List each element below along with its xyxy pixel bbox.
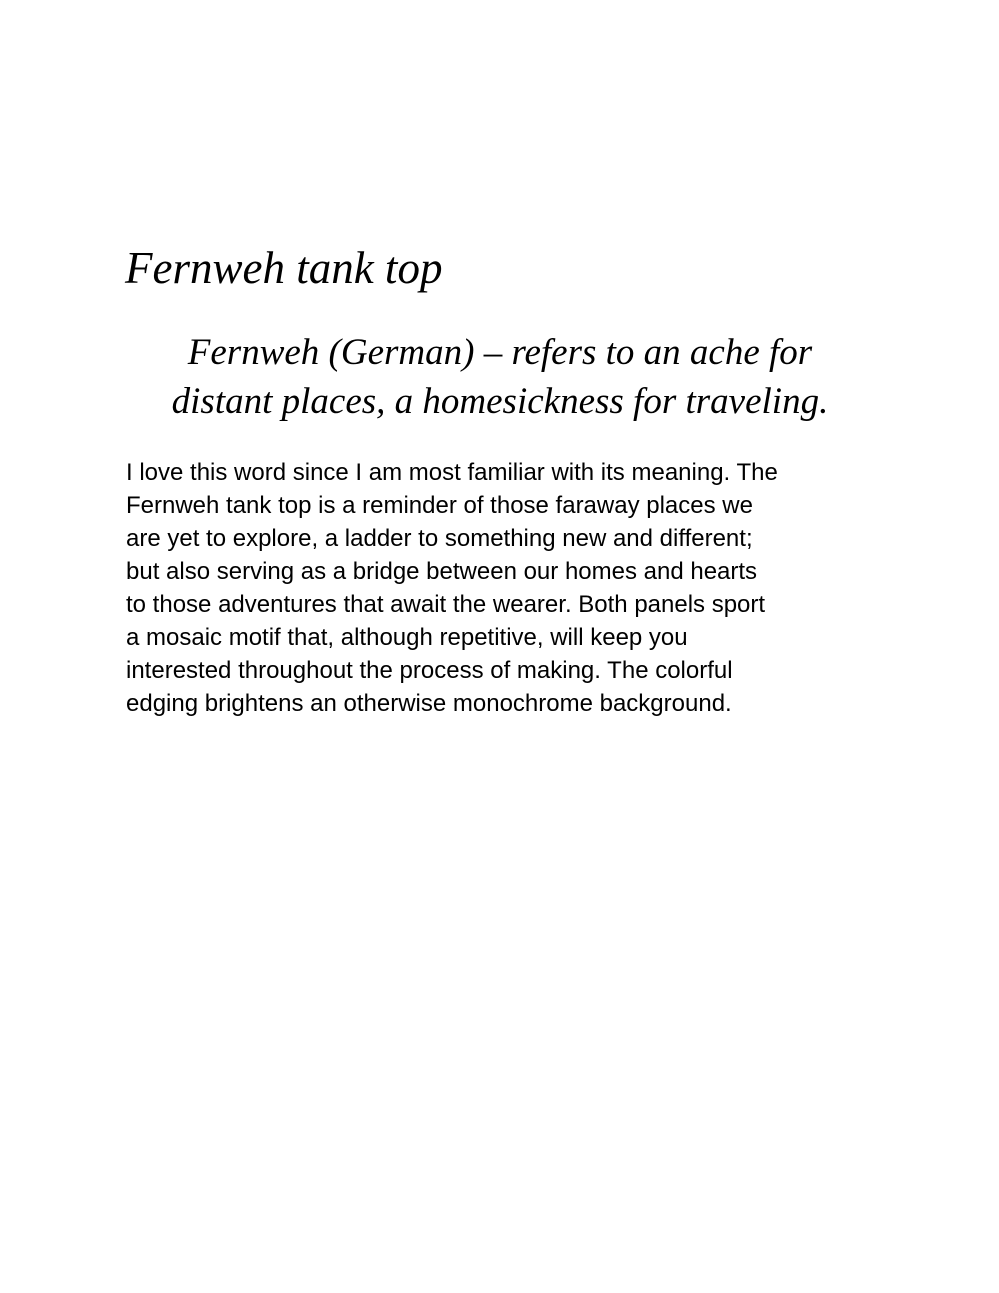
description-paragraph bbox=[126, 456, 886, 720]
paragraph-line: a mosaic motif that, although repetitive, will keep you bbox=[126, 624, 688, 651]
definition-subtitle bbox=[110, 328, 890, 426]
paragraph-line: Fernweh tank top is a reminder of those faraway places we bbox=[126, 492, 753, 519]
paragraph-line: are yet to explore, a ladder to something new and different; bbox=[126, 525, 753, 552]
paragraph-line: edging brightens an otherwise monochrome background. bbox=[126, 690, 732, 717]
subtitle-line: distant places, a homesickness for traveling. bbox=[171, 381, 829, 422]
paragraph-line: to those adventures that await the wearer. Both panels sport bbox=[126, 591, 766, 618]
paragraph-line: but also serving as a bridge between our homes and hearts bbox=[126, 558, 758, 585]
page-title: Fernweh tank top bbox=[125, 243, 443, 293]
paragraph-line: interested throughout the process of making. The colorful bbox=[126, 657, 733, 684]
subtitle-line: Fernweh (German) – refers to an ache for bbox=[187, 332, 813, 373]
paragraph-line: I love this word since I am most familiar with its meaning. The bbox=[126, 459, 778, 486]
